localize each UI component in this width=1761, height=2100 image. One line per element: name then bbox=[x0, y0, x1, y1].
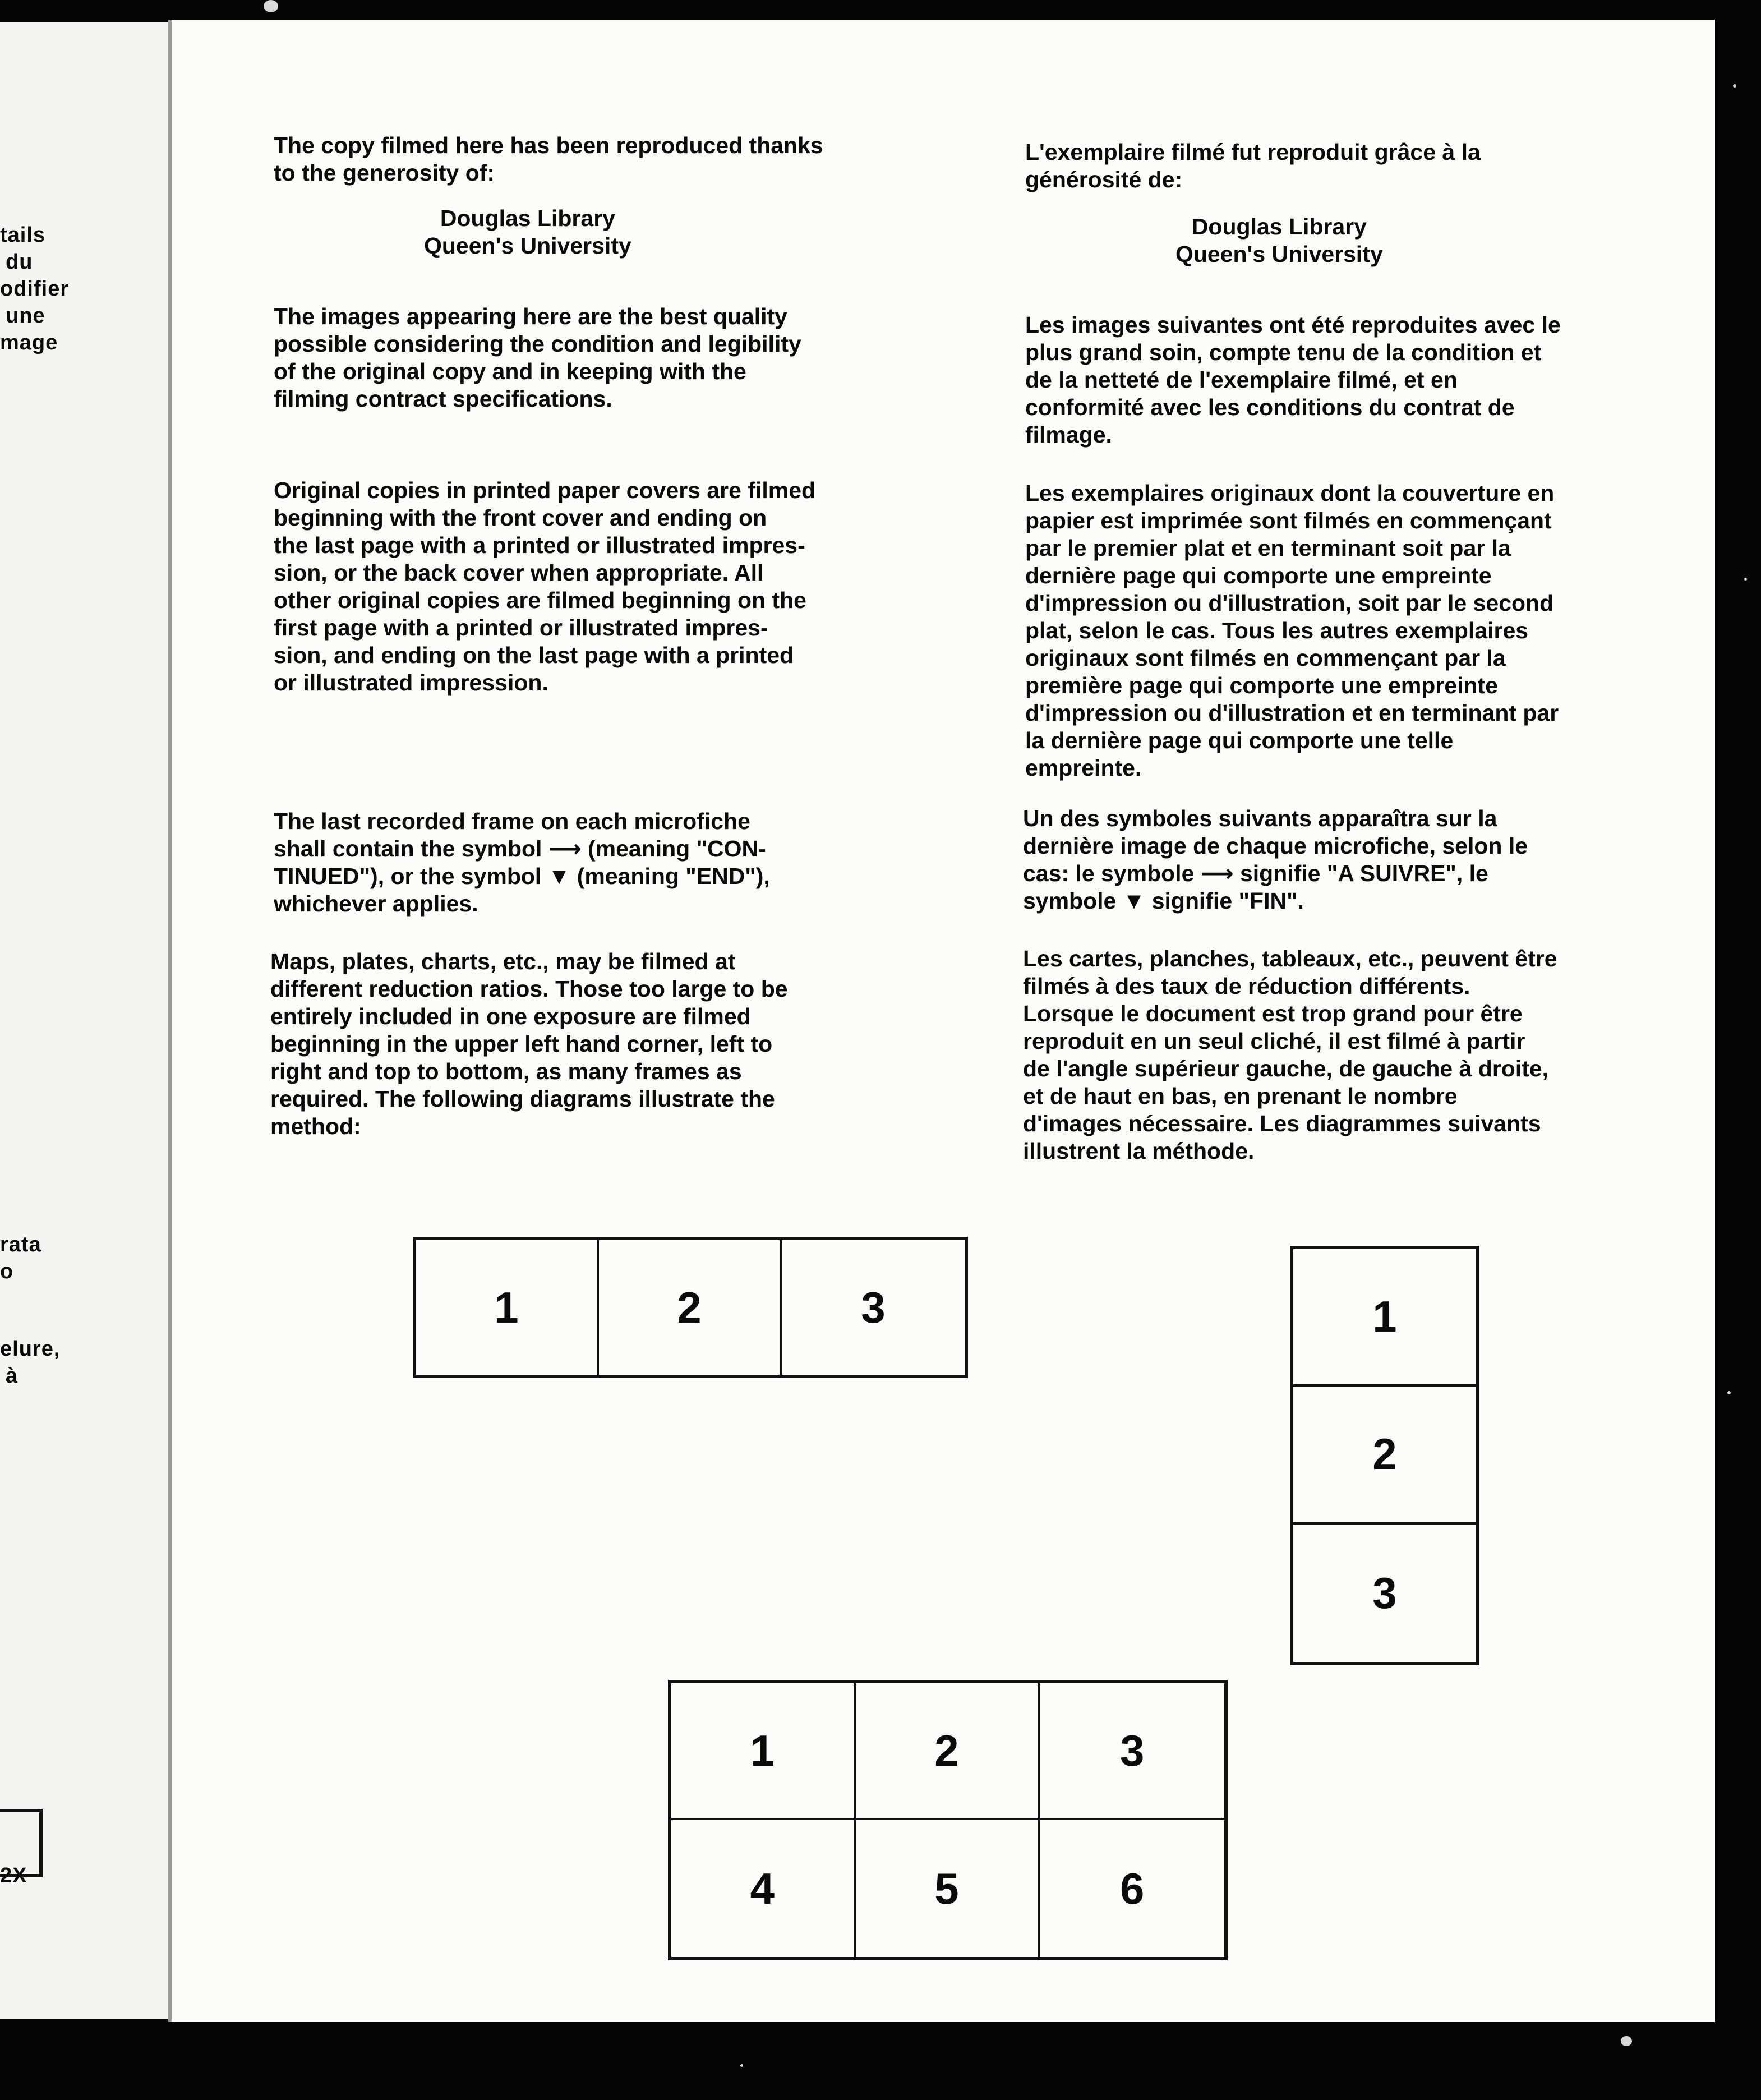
french-covers-paragraph: Les exemplaires originaux dont la couverture en papier est imprimée sont filmés en commençant par le premier plat et en terminant soit par la dernière page qui comporte une empreinte d'impression ou d'illustration, soit par le second plat, selon le cas. Tous les autres exemplaires originaux sont filmés en commençant par la première page qui comporte une empreinte d'impression ou d'illustration et en terminant par la dernière page qui comporte une telle empreinte. bbox=[1025, 480, 1559, 781]
left-fragment-line: odifier bbox=[0, 277, 70, 301]
diagram-grid-frames bbox=[668, 1680, 1228, 1960]
english-intro: The copy filmed here has been reproduced thanks to the generosity of: bbox=[274, 132, 823, 186]
left-fragment-line: elure, bbox=[0, 1337, 61, 1361]
frame-cell: 1 bbox=[416, 1240, 599, 1375]
french-intro: L'exemplaire filmé fut reproduit grâce à la générosité de: bbox=[1025, 139, 1481, 192]
frame-cell: 4 bbox=[671, 1820, 856, 1957]
scan-speck bbox=[1621, 2036, 1632, 2046]
left-fragment-line: une bbox=[6, 304, 45, 328]
french-symbols-paragraph: Un des symboles suivants apparaîtra sur la dernière image de chaque microfiche, selon le cas: le symbole ⟶ signifie "A SUIVRE", le symbole ▼ signifie "FIN". bbox=[1023, 805, 1528, 914]
frame-cell: 3 bbox=[1372, 1568, 1397, 1618]
microfiche-target-page bbox=[168, 20, 1715, 2022]
english-covers-paragraph: Original copies in printed paper covers are filmed beginning with the front cover and ending on the last page with a printed or illustrated impres- sion, or the back cover when appropriate. All other original copies are filmed beginning on the first page with a printed or illustrated impres- sion, and ending on the last page with a printed or illustrated impression. bbox=[274, 477, 816, 696]
left-fragment-line: rata bbox=[0, 1233, 42, 1256]
frame-cell: 1 bbox=[1293, 1249, 1476, 1387]
scan-speck bbox=[1744, 578, 1747, 581]
french-institution: Douglas Library Queen's University bbox=[1175, 214, 1383, 267]
left-fragment-line: du bbox=[6, 250, 33, 274]
english-quality-paragraph: The images appearing here are the best quality possible considering the condition and legibility of the original copy and in keeping with the filming contract specifications. bbox=[274, 303, 801, 412]
left-fragment-line: tails bbox=[0, 223, 46, 247]
diagram-vertical-frames bbox=[1290, 1246, 1479, 1665]
frame-cell: 5 bbox=[856, 1820, 1040, 1957]
frame-cell: 2 bbox=[1293, 1387, 1476, 1524]
frame-cell: 3 bbox=[1040, 1683, 1224, 1820]
frame-cell: 2 bbox=[599, 1240, 782, 1375]
left-fragment-line: mage bbox=[0, 331, 58, 354]
scan-speck bbox=[740, 2064, 743, 2067]
left-page-fragment bbox=[0, 22, 168, 2019]
english-symbols-paragraph: The last recorded frame on each microfiche shall contain the symbol ⟶ (meaning "CON- TINUED"), or the symbol ▼ (meaning "END"), whichever applies. bbox=[274, 808, 770, 917]
frame-cell: 3 bbox=[861, 1282, 886, 1332]
left-fragment-line: o bbox=[0, 1260, 14, 1283]
frame-cell: 1 bbox=[671, 1683, 856, 1820]
french-quality-paragraph: Les images suivantes ont été reproduites avec le plus grand soin, compte tenu de la condition et de la netteté de l'exemplaire filmé, et en conformité avec les conditions du contrat de filmage. bbox=[1025, 312, 1561, 448]
frame-cell: 2 bbox=[856, 1683, 1040, 1820]
english-institution: Douglas Library Queen's University bbox=[424, 205, 631, 259]
english-maps-paragraph: Maps, plates, charts, etc., may be filmed at different reduction ratios. Those too large to be entirely included in one exposure are filmed beginning in the upper left hand corner, left to right and top to bottom, as many frames as required. The following diagrams illustrate the method: bbox=[270, 948, 788, 1139]
scan-speck bbox=[1727, 1391, 1731, 1394]
scan-speck bbox=[264, 0, 278, 12]
diagram-horizontal-frames bbox=[413, 1237, 968, 1378]
frame-cell: 6 bbox=[1119, 1863, 1145, 1913]
french-maps-paragraph: Les cartes, planches, tableaux, etc., peuvent être filmés à des taux de réduction différents. Lorsque le document est trop grand pour être reproduit en un seul cliché, il est filmé à partir de l'angle supérieur gauche, de gauche à droite, et de haut en bas, en prenant le nombre d'images nécessaire. Les diagrammes suivants illustrent la méthode. bbox=[1023, 946, 1557, 1164]
left-fragment-line: à bbox=[6, 1364, 19, 1388]
scan-speck bbox=[1733, 84, 1736, 88]
reduction-scale-label: 2X bbox=[0, 1864, 27, 1887]
